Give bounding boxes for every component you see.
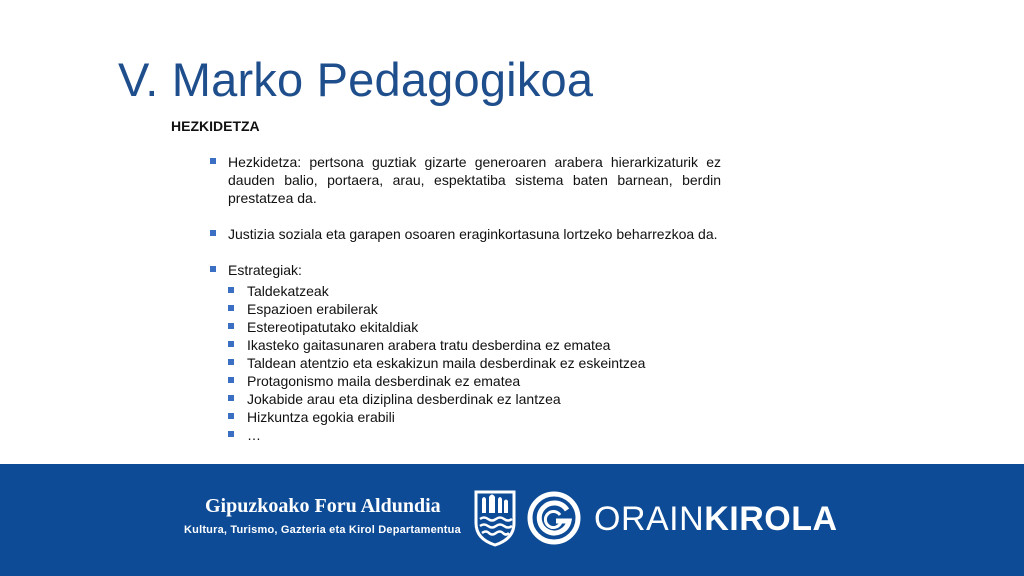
square-bullet-icon [228,359,234,365]
square-bullet-icon [228,323,234,329]
square-bullet-icon [228,413,234,419]
strategy-text: Hizkuntza egokia erabili [247,409,395,425]
bullet-text: Hezkidetza: pertsona guztiak gizarte generoaren arabera hierarkizaturik ez dauden balio, portaera, arau, espektatiba sistema baten barnean, berdin prestatzea da. [228,154,721,206]
strategy-text: Estereotipatutako ekitaldiak [247,319,419,335]
bullet-item [208,261,721,444]
strategy-text: … [247,427,261,443]
list-item [228,354,721,372]
square-bullet-icon [228,341,234,347]
strategy-text: Taldekatzeak [247,283,329,299]
bullet-text: Justizia soziala eta garapen osoaren eraginkortasuna lortzeko beharrezkoa da. [228,226,718,242]
section-heading: HEZKIDETZA [171,118,260,134]
list-item [228,336,721,354]
bullet-item [208,153,721,207]
list-item [228,426,721,444]
square-bullet-icon [210,266,216,272]
slide-title: V. Marko Pedagogikoa [118,53,594,106]
list-item [228,282,721,300]
strategy-text: Ikasteko gaitasunaren arabera tratu desberdina ez ematea [247,337,611,353]
org-department: Kultura, Turismo, Gazteria eta Kirol Departamentua [184,524,461,536]
strategies-list [228,282,721,444]
brand-light-text: ORAIN [594,500,705,538]
square-bullet-icon [210,230,216,236]
strategy-text: Espazioen erabilerak [247,301,378,317]
list-item [228,300,721,318]
square-bullet-icon [228,431,234,437]
square-bullet-icon [210,158,216,164]
list-item [228,390,721,408]
org-name: Gipuzkoako Foru Aldundia [205,495,441,517]
strategy-text: Taldean atentzio eta eskakizun maila desberdinak ez eskeintzea [247,355,646,371]
strategy-text: Jokabide arau eta diziplina desberdinak ez lantzea [247,391,561,407]
slide-content [208,153,721,444]
bullet-item [208,225,721,243]
square-bullet-icon [228,305,234,311]
list-item [228,408,721,426]
brand-bold-text: KIROLA [704,500,838,538]
square-bullet-icon [228,377,234,383]
square-bullet-icon [228,287,234,293]
bullet-text: Estrategiak: [228,262,302,278]
strategy-text: Protagonismo maila desberdinak ez ematea [247,373,521,389]
list-item [228,318,721,336]
brand-logo-text [594,499,838,539]
list-item [228,372,721,390]
g-logo-icon [527,491,581,545]
coat-of-arms-icon [473,489,517,547]
square-bullet-icon [228,395,234,401]
